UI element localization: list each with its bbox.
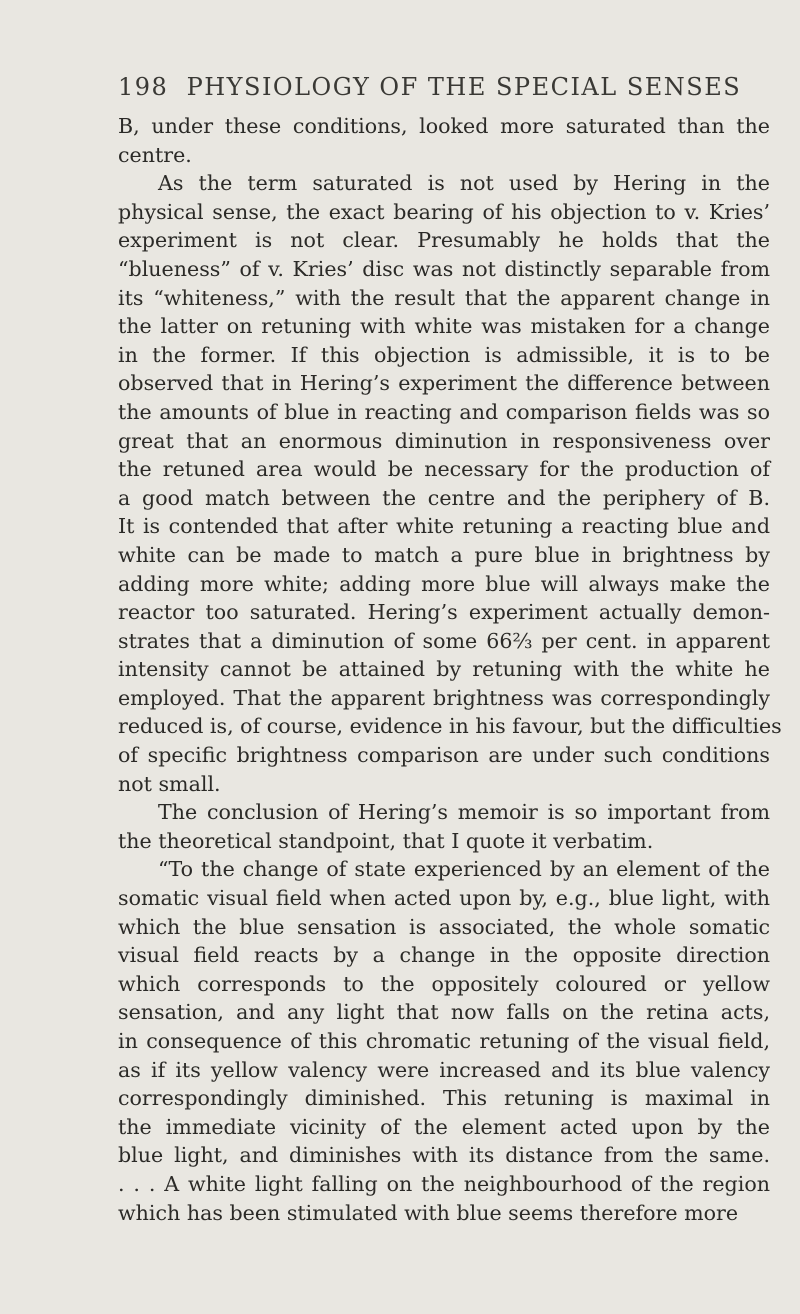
text-line: centre. xyxy=(118,142,192,167)
text-line: which corresponds to the oppositely coloured or yellow xyxy=(118,971,770,996)
text-line: the latter on retuning with white was mistaken for a change xyxy=(118,314,770,339)
text-line: somatic visual field when acted upon by, e.g., blue light, with xyxy=(118,886,770,911)
text-line: As the term saturated is not used by Hering in the xyxy=(158,171,770,196)
text-line: The conclusion of Hering’s memoir is so important from xyxy=(158,800,770,825)
text-line: great that an enormous diminution in responsiveness over xyxy=(118,428,770,453)
body-text xyxy=(118,112,782,1227)
text-line: a good match between the centre and the periphery of B. xyxy=(118,485,770,510)
text-line: It is contended that after white retuning a reacting blue and xyxy=(118,514,770,539)
text-line: as if its yellow valency were increased and its blue valency xyxy=(118,1057,770,1082)
text-line: B, under these conditions, looked more saturated than the xyxy=(118,114,770,138)
text-line: reduced is, of course, evidence in his favour, but the difficulties xyxy=(118,714,782,739)
text-line: experiment is not clear. Presumably he holds that the xyxy=(118,228,770,253)
text-line: not small. xyxy=(118,771,221,796)
running-title: PHYSIOLOGY OF THE SPECIAL SENSES xyxy=(186,73,742,101)
text-line: reactor too saturated. Hering’s experiment actually demon- xyxy=(118,600,770,625)
text-line: its “whiteness,” with the result that the apparent change in xyxy=(118,285,770,310)
text-line: the retuned area would be necessary for the production of xyxy=(118,457,770,482)
text-line: the theoretical standpoint, that I quote it verbatim. xyxy=(118,828,654,853)
text-line: employed. That the apparent brightness was correspondingly xyxy=(118,685,770,710)
text-line: of specific brightness comparison are under such conditions xyxy=(118,743,770,768)
text-line: strates that a diminution of some 66⅔ per cent. in apparent xyxy=(118,628,770,653)
paragraph xyxy=(118,112,770,169)
text-line: in the former. If this objection is admissible, it is to be xyxy=(118,342,770,367)
text-line: sensation, and any light that now falls on the retina acts, xyxy=(118,1000,770,1025)
paragraph xyxy=(118,169,782,798)
running-header xyxy=(118,73,741,101)
text-line: the amounts of blue in reacting and comparison fields was so xyxy=(118,399,770,424)
text-line: blue light, and diminishes with its distance from the same. xyxy=(118,1143,770,1168)
text-line: “To the change of state experienced by an element of the xyxy=(158,857,770,882)
text-line: . . . A white light falling on the neighbourhood of the region xyxy=(118,1171,770,1196)
text-line: adding more white; adding more blue will always make the xyxy=(118,571,770,596)
text-line: observed that in Hering’s experiment the difference between xyxy=(118,371,770,396)
page-number: 198 xyxy=(118,73,169,101)
paragraph xyxy=(118,798,770,855)
text-line: in consequence of this chromatic retuning of the visual field, xyxy=(118,1029,770,1053)
text-line: “blueness” of v. Kries’ disc was not distinctly separable from xyxy=(118,256,770,281)
text-line: physical sense, the exact bearing of his objection to v. Kries’ xyxy=(118,199,770,224)
text-line: which has been stimulated with blue seems therefore more xyxy=(118,1200,739,1225)
text-line: the immediate vicinity of the element acted upon by the xyxy=(118,1114,770,1139)
text-line: intensity cannot be attained by retuning with the white he xyxy=(118,657,770,682)
text-line: visual field reacts by a change in the opposite direction xyxy=(118,943,770,968)
text-line: correspondingly diminished. This retuning is maximal in xyxy=(118,1086,770,1111)
text-line: which the blue sensation is associated, the whole somatic xyxy=(118,914,770,939)
text-line: white can be made to match a pure blue in brightness by xyxy=(118,542,770,567)
paragraph xyxy=(118,855,770,1227)
